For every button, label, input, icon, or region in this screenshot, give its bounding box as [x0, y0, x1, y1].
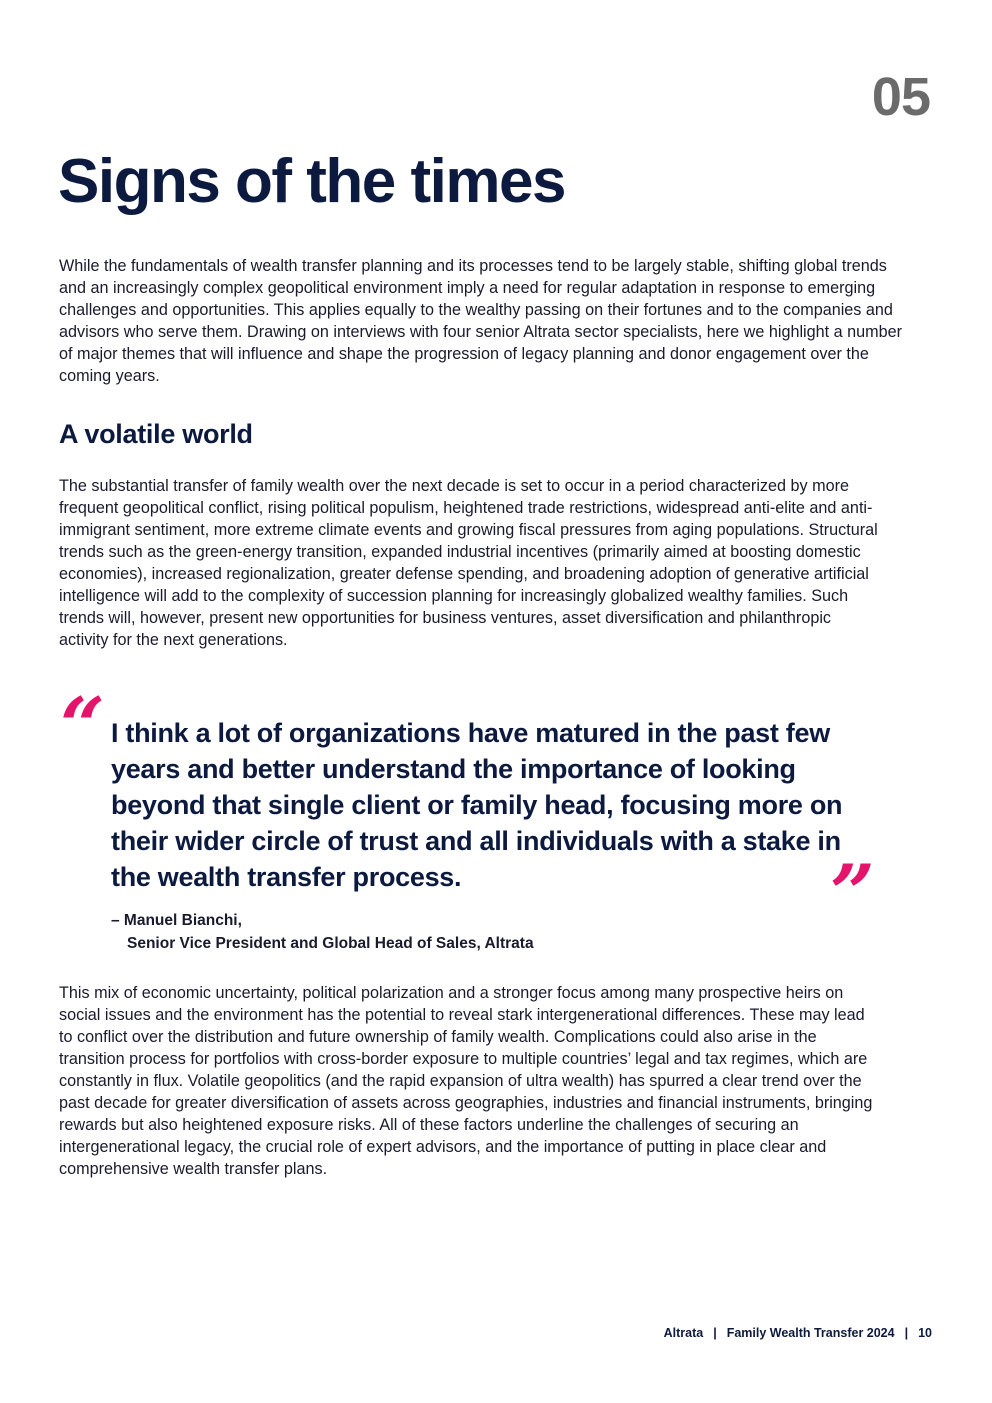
section-paragraph-1: The substantial transfer of family wealth over the next decade is set to occur in a period characterized by more frequent geopolitical conflict, rising political populism, heightened trade restrictions, widespread anti-elite and anti-immigrant sentiment, more extreme climate events and growing fiscal pressures from aging populations. Structural trends such as the green-energy transition, expanded industrial incentives (primarily aimed at boosting domestic economies), increased regionalization, greater defense spending, and broadening adoption of generative artificial intelligence will add to the complexity of succession planning for increasingly globalized wealthy families. Such trends will, however, present new opportunities for business ventures, asset diversification and philanthropic activity for the next generations.	[59, 477, 878, 649]
footer-brand: Altrata	[663, 1326, 704, 1340]
quote-author-role: Senior Vice President and Global Head of Sales, Altrata	[127, 935, 534, 952]
quote-author: – Manuel Bianchi,	[111, 912, 242, 929]
quote-attribution	[111, 909, 534, 955]
footer-separator: |	[713, 1326, 717, 1340]
footer-report-title: Family Wealth Transfer 2024	[726, 1326, 895, 1340]
footer-page-number: 10	[918, 1326, 932, 1340]
section-paragraph-2: This mix of economic uncertainty, political polarization and a stronger focus among many prospective heirs on social issues and the environment has the potential to reveal stark intergenerational differences. These may lead to conflict over the distribution and future ownership of family wealth. Complications could also arise in the transition process for portfolios with cross-border exposure to multiple countries’ legal and tax regimes, which are constantly in flux. Volatile geopolitics (and the rapid expansion of ultra wealth) has spurred a clear trend over the past decade for greater diversification of assets across geographies, industries and financial instruments, bringing rewards but also heightened exposure risks. All of these factors underline the challenges of securing an intergenerational legacy, the crucial role of expert advisors, and the importance of putting in place clear and comprehensive wealth transfer plans.	[59, 984, 873, 1178]
page-title: Signs of the times	[58, 147, 565, 216]
open-quote-icon: “	[60, 681, 105, 772]
quote-text: I think a lot of organizations have matured in the past few years and better understand the importance of looking beyond that single client or family head, focusing more on their wider circle of trust and all individuals with a stake in the wealth transfer process.	[111, 718, 843, 892]
intro-paragraph: While the fundamentals of wealth transfer planning and its processes tend to be largely stable, shifting global trends and an increasingly complex geopolitical environment imply a need for regular adaptation in response to emerging challenges and opportunities. This applies equally to the wealthy passing on their fortunes and to the companies and advisors who serve them. Drawing on interviews with four senior Altrata sector specialists, here we highlight a number of major themes that will influence and shape the progression of legacy planning and donor engagement over the coming years.	[59, 257, 903, 385]
chapter-number: 05	[871, 67, 930, 127]
footer-separator: |	[904, 1326, 909, 1340]
close-quote-icon: ”	[830, 848, 875, 939]
section-heading: A volatile world	[59, 419, 253, 449]
page-footer	[664, 1326, 932, 1340]
